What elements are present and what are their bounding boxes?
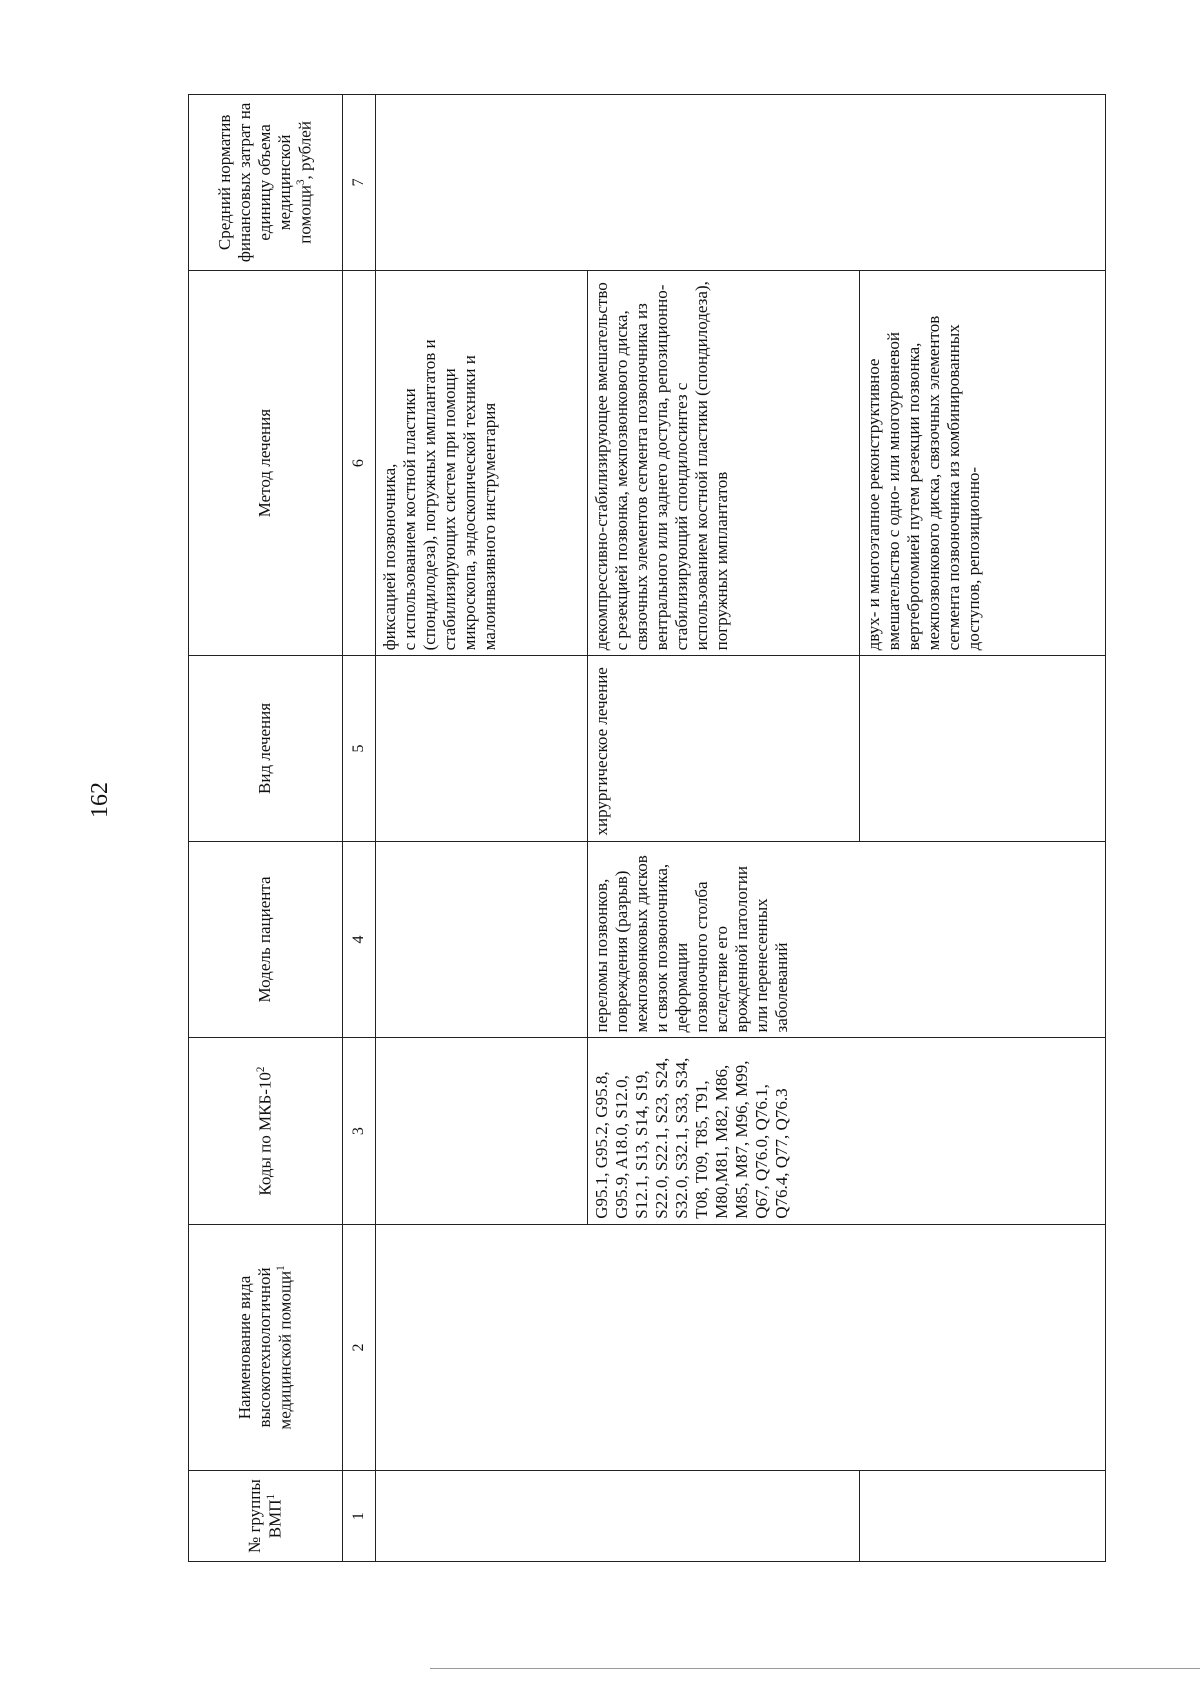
group-number-cell <box>860 1471 1106 1562</box>
page-bottom-rule <box>430 1668 1200 1669</box>
patient-model-cell <box>376 841 588 1038</box>
header-treatment-type: Вид лечения <box>189 656 343 841</box>
header-treatment-method: Метод лечения <box>189 270 343 656</box>
icd-codes-cell: G95.1, G95.2, G95.8, G95.9, A18.0, S12.0, S12.1, S13, S14, S19, S22.0, S22.1, S23, S24, S32.0, S32.1, S33, S34, T08, T09, T85, T91, M80,M81, M82, M86, M85, M87, M96, M99, Q67, Q76.0, Q76.1, Q76.4, Q77, Q76.3 <box>588 1038 1106 1224</box>
icd-codes-cell <box>376 1038 588 1224</box>
cost-cell <box>376 95 1106 271</box>
header-cost-norm: Средний норматив финансовых затрат на единицу объема медицинской помощи$^3$, рублей <box>189 95 343 271</box>
rotated-table-area <box>188 94 1200 1554</box>
header-patient-model: Модель пациента <box>189 841 343 1038</box>
column-number: 3 <box>343 1038 376 1224</box>
table-row <box>376 95 588 1562</box>
treatment-type-cell <box>860 656 1106 841</box>
header-row <box>189 95 343 1562</box>
column-number: 7 <box>343 95 376 271</box>
vmp-table <box>188 94 1106 1562</box>
header-icd-codes: Коды по МКБ-$10^2$ <box>189 1038 343 1224</box>
header-group-number: № группы ВМП$^1$ <box>189 1471 343 1562</box>
column-number: 6 <box>343 270 376 656</box>
vmp-name-cell <box>376 1224 1106 1470</box>
column-number: 1 <box>343 1471 376 1562</box>
header-vmp-name: Наименование вида высокотехнологичной медицинской помощи$^1$ <box>189 1224 343 1470</box>
treatment-type-cell: хирургическое лечение <box>588 656 860 841</box>
column-number: 5 <box>343 656 376 841</box>
page-number: 162 <box>87 782 113 818</box>
column-number: 2 <box>343 1224 376 1470</box>
method-cell: двух- и многоэтапное реконструктивное вмешательство с одно- или многоуровневой вертебротомией путем резекции позвонка, межпозвонкового диска, связочных элементов сегмента позвоночника из комбинированных доступов, репозиционно- <box>860 270 1106 656</box>
patient-model-cell: переломы позвонков, повреждения (разрыв) межпозвонковых дисков и связок позвоночника, деформации позвоночного столба вследствие его врожденной патологии или перенесенных заболеваний <box>588 841 1106 1038</box>
column-number-row <box>343 95 376 1562</box>
method-cell: фиксацией позвоночника, с использованием костной пластики (спондилодеза), погружных имплантатов и стабилизирующих систем при помощи микроскопа, эндоскопической техники и малоинвазивного инструментария <box>376 270 588 656</box>
treatment-type-cell <box>376 656 588 841</box>
group-number-cell <box>376 1471 860 1562</box>
method-cell: декомпрессивно-стабилизирующее вмешательство с резекцией позвонка, межпозвонкового диска, связочных элементов сегмента позвоночника из вентрального или заднего доступа, репозиционно-стабилизирующий спондилосинтез с использованием костной пластики (спондилодеза), погружных имплантатов <box>588 270 860 656</box>
column-number: 4 <box>343 841 376 1038</box>
